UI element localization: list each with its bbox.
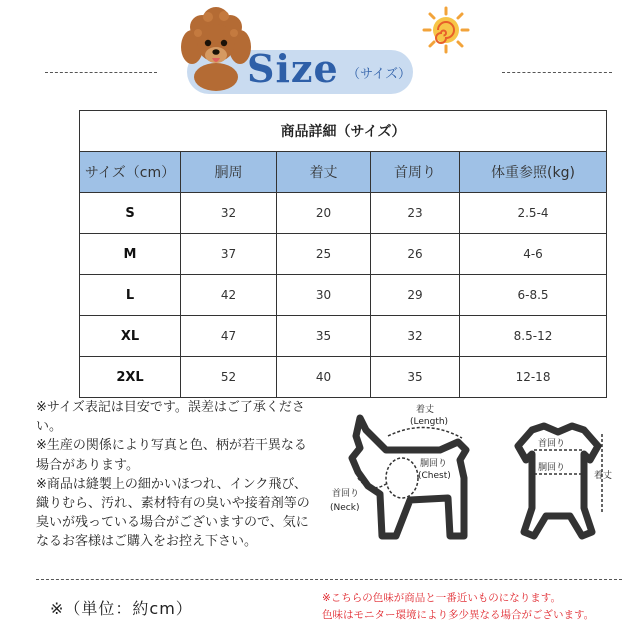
- footer-divider: [36, 579, 622, 580]
- table-row: [80, 275, 607, 316]
- dog-length-label: 着丈: [416, 405, 435, 415]
- neck-cell: 29: [371, 275, 460, 316]
- note-item: ※サイズ表記は目安です。誤差はご了承ください。: [36, 400, 305, 435]
- color-note-line: ※こちらの色味が商品と一番近いものになります。: [322, 592, 561, 604]
- length-cell: 40: [277, 357, 371, 398]
- garment-neck-label: 首回り: [538, 439, 566, 449]
- girth-cell: 37: [181, 234, 277, 275]
- length-cell: 35: [277, 316, 371, 357]
- garment-measurement-diagram: [498, 420, 618, 548]
- weight-cell: 8.5-12: [460, 316, 607, 357]
- weight-cell: 6-8.5: [460, 275, 607, 316]
- dog-chest-en: (Chest): [418, 471, 451, 481]
- size-cell: M: [80, 234, 181, 275]
- note-item: ※生産の関係により写真と色、柄が若干異なる場合があります。: [36, 438, 307, 473]
- notes: [36, 398, 318, 552]
- dog-neck-en: (Neck): [330, 503, 360, 513]
- column-header-length: 着丈: [277, 152, 371, 193]
- header-divider-left: [45, 72, 157, 73]
- size-table: [79, 110, 607, 398]
- neck-cell: 26: [371, 234, 460, 275]
- size-subtitle: （サイズ）: [347, 67, 411, 82]
- size-title: Size: [247, 46, 339, 91]
- color-note: [322, 590, 594, 624]
- girth-cell: 32: [181, 193, 277, 234]
- size-cell: XL: [80, 316, 181, 357]
- table-row: [80, 193, 607, 234]
- size-cell: 2XL: [80, 357, 181, 398]
- weight-cell: 4-6: [460, 234, 607, 275]
- weight-cell: 12-18: [460, 357, 607, 398]
- neck-cell: 35: [371, 357, 460, 398]
- weight-cell: 2.5-4: [460, 193, 607, 234]
- column-header-size: サイズ（cm）: [80, 152, 181, 193]
- column-header-girth: 胴周: [181, 152, 277, 193]
- unit-note: ※（単位：約cm）: [50, 599, 193, 618]
- girth-cell: 52: [181, 357, 277, 398]
- table-title-row: [80, 111, 607, 152]
- table-row: [80, 234, 607, 275]
- header-divider-right: [502, 72, 612, 73]
- size-cell: L: [80, 275, 181, 316]
- dog-measurement-diagram: [330, 398, 490, 548]
- table-title: 商品詳細（サイズ）: [80, 111, 607, 152]
- sun-icon: [422, 6, 470, 54]
- note-item: ※商品は縫製上の細かいほつれ、インク飛び、織りむら、汚れ、素材特有の臭いや接着剤等の臭いが残っている場合がございますので、気になるお客様はご購入をお控え下さい。: [36, 476, 310, 550]
- size-cell: S: [80, 193, 181, 234]
- length-cell: 25: [277, 234, 371, 275]
- garment-chest-label: 胴回り: [538, 463, 566, 473]
- neck-cell: 23: [371, 193, 460, 234]
- length-cell: 30: [277, 275, 371, 316]
- column-header-neck: 首周り: [371, 152, 460, 193]
- color-note-line: 色味はモニター環境により多少異なる場合がございます。: [322, 609, 595, 621]
- poodle-icon: [178, 3, 254, 91]
- table-header-row: [80, 152, 607, 193]
- girth-cell: 47: [181, 316, 277, 357]
- dog-length-en: (Length): [410, 417, 449, 427]
- girth-cell: 42: [181, 275, 277, 316]
- garment-length-label: 着丈: [594, 471, 613, 481]
- table-row: [80, 316, 607, 357]
- dog-chest-label: 胴回り: [420, 459, 448, 469]
- neck-cell: 32: [371, 316, 460, 357]
- dog-neck-label: 首回り: [332, 489, 360, 499]
- length-cell: 20: [277, 193, 371, 234]
- column-header-weight: 体重参照(kg): [460, 152, 607, 193]
- table-row: [80, 357, 607, 398]
